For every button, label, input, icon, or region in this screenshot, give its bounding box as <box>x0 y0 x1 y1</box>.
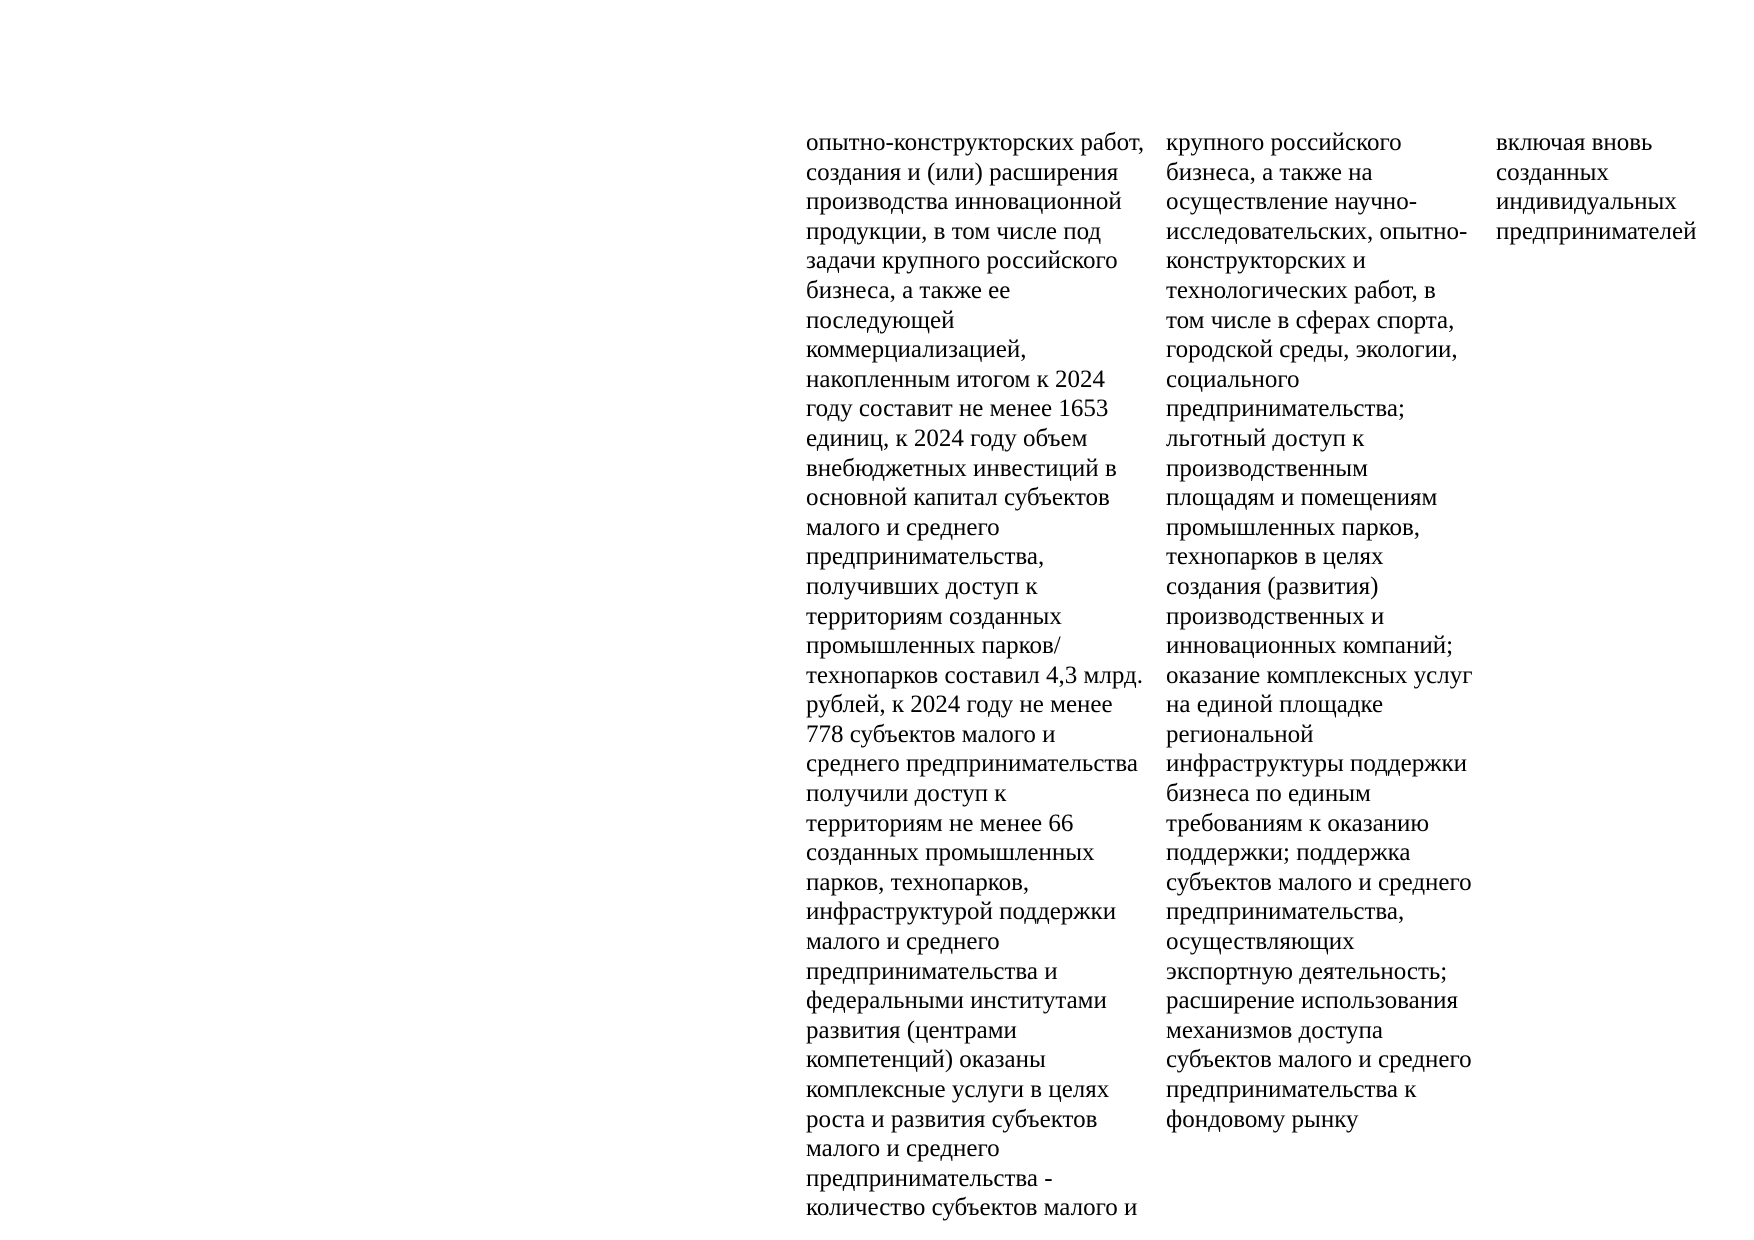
text-column-3: включая вновь созданных индивидуальных предпринимателей <box>1496 129 1697 245</box>
text-column-2: крупного российского бизнеса, а также на осуществление научно-исследовательских, опытно-конструкторских и технологических работ, в том числе в сферах спорта, городской среды, экологии, социального предпринимательства; льготный доступ к производственным площадям и помещениям промышленных парков, технопарков в целях создания (развития) производственных и инновационных компаний; оказание комплексных услуг на единой площадке региональной инфраструктуры поддержки бизнеса по единым требованиям к оказанию поддержки; поддержка субъектов малого и среднего предпринимательства, осуществляющих экспортную деятельность; расширение использования механизмов доступа субъектов малого и среднего предпринимательства к фондовому рынку <box>1166 129 1479 1133</box>
text-column-1: опытно-конструкторских работ, создания и (или) расширения производства инновационной продукции, в том числе под задачи крупного российского бизнеса, а также ее последующей коммерциализацией, накопленным итогом к 2024 году составит не менее 1653 единиц, к 2024 году объем внебюджетных инвестиций в основной капитал субъектов малого и среднего предпринимательства, получивших доступ к территориям созданных промышленных парков/технопарков составил 4,3 млрд. рублей, к 2024 году не менее 778 субъектов малого и среднего предпринимательства получили доступ к территориям не менее 66 созданных промышленных парков, технопарков, инфраструктурой поддержки малого и среднего предпринимательства и федеральными институтами развития (центрами компетенций) оказаны комплексные услуги в целях роста и развития субъектов малого и среднего предпринимательства - количество субъектов малого и <box>806 129 1151 1222</box>
